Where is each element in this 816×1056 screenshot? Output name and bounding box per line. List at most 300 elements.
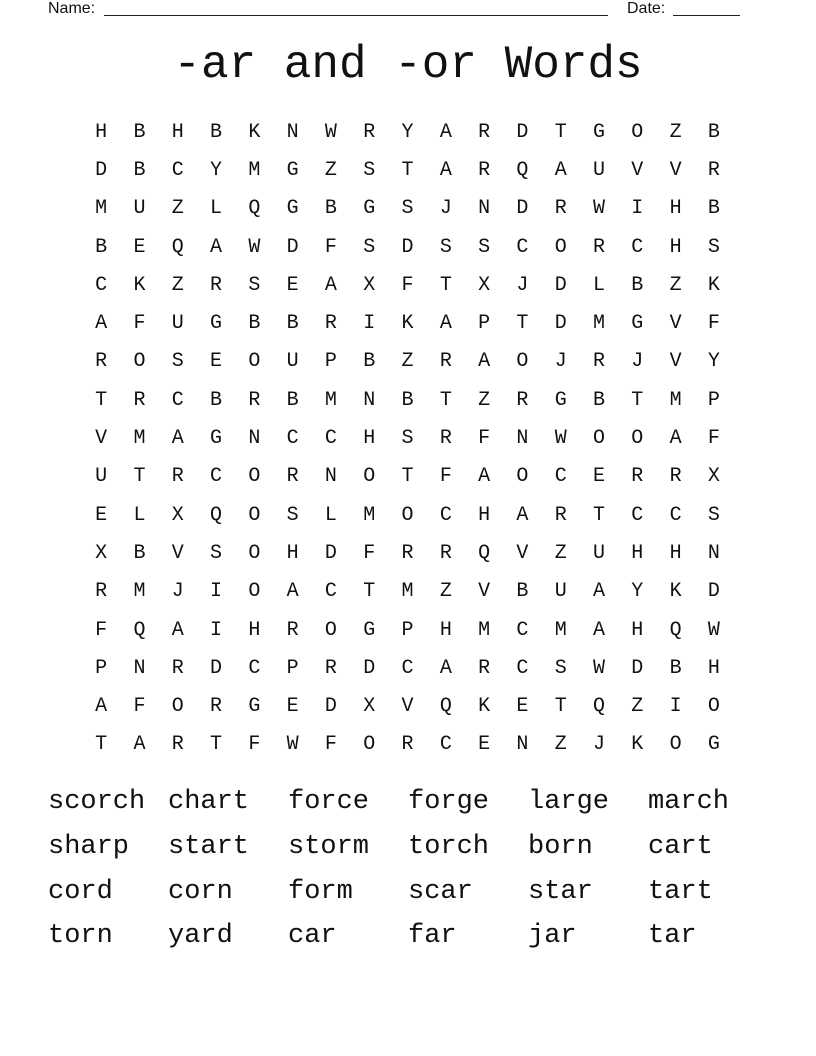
grid-letter[interactable]: N xyxy=(516,427,529,451)
grid-letter[interactable]: O xyxy=(248,541,261,565)
grid-letter[interactable]: U xyxy=(593,158,606,182)
grid-letter[interactable]: A xyxy=(669,427,682,451)
grid-letter[interactable]: V xyxy=(478,580,491,604)
grid-letter[interactable]: O xyxy=(248,503,261,527)
grid-letter[interactable]: B xyxy=(631,273,644,297)
grid-letter[interactable]: T xyxy=(210,733,223,757)
grid-letter[interactable]: S xyxy=(439,235,452,259)
grid-letter[interactable]: M xyxy=(248,158,261,182)
grid-letter[interactable]: T xyxy=(593,503,606,527)
grid-letter[interactable]: O xyxy=(631,120,644,144)
grid-letter[interactable]: S xyxy=(554,656,567,680)
grid-letter[interactable]: J xyxy=(631,350,644,374)
grid-letter[interactable]: E xyxy=(286,695,299,719)
grid-letter[interactable]: K xyxy=(401,312,414,336)
word-bank-item: tart xyxy=(648,876,713,907)
grid-letter[interactable]: C xyxy=(516,618,529,642)
grid-letter[interactable]: M xyxy=(669,388,682,412)
grid-letter[interactable]: A xyxy=(554,158,567,182)
grid-letter[interactable]: B xyxy=(593,388,606,412)
grid-letter[interactable]: X xyxy=(171,503,184,527)
grid-letter[interactable]: Q xyxy=(210,503,223,527)
grid-letter[interactable]: W xyxy=(593,197,606,221)
grid-letter[interactable]: M xyxy=(554,618,567,642)
grid-letter[interactable]: Z xyxy=(401,350,414,374)
grid-letter[interactable]: B xyxy=(401,388,414,412)
grid-letter[interactable]: R xyxy=(363,120,376,144)
word-bank-item: cord xyxy=(48,876,113,907)
grid-letter[interactable]: B xyxy=(133,541,146,565)
grid-letter[interactable]: T xyxy=(401,465,414,489)
grid-letter[interactable]: R xyxy=(133,388,146,412)
grid-letter[interactable]: S xyxy=(401,197,414,221)
grid-letter[interactable]: N xyxy=(478,197,491,221)
grid-letter[interactable]: L xyxy=(133,503,146,527)
grid-letter[interactable]: R xyxy=(516,388,529,412)
grid-letter[interactable]: J xyxy=(516,273,529,297)
grid-letter[interactable]: H xyxy=(669,197,682,221)
grid-letter[interactable]: S xyxy=(401,427,414,451)
grid-letter[interactable]: C xyxy=(439,503,452,527)
grid-letter[interactable]: I xyxy=(210,618,223,642)
grid-letter[interactable]: B xyxy=(133,158,146,182)
grid-letter[interactable]: C xyxy=(210,465,223,489)
grid-letter[interactable]: G xyxy=(248,695,261,719)
grid-letter[interactable]: R xyxy=(593,235,606,259)
grid-letter[interactable]: X xyxy=(707,465,720,489)
grid-letter[interactable]: T xyxy=(95,388,108,412)
grid-letter[interactable]: L xyxy=(210,197,223,221)
grid-letter[interactable]: C xyxy=(95,273,108,297)
grid-letter[interactable]: M xyxy=(133,427,146,451)
grid-letter[interactable]: B xyxy=(669,656,682,680)
grid-letter[interactable]: R xyxy=(401,541,414,565)
grid-letter[interactable]: Q xyxy=(516,158,529,182)
grid-letter[interactable]: C xyxy=(171,158,184,182)
grid-letter[interactable]: T xyxy=(439,273,452,297)
grid-letter[interactable]: O xyxy=(593,427,606,451)
grid-letter[interactable]: T xyxy=(554,120,567,144)
grid-letter[interactable]: K xyxy=(707,273,720,297)
word-bank-item: torch xyxy=(408,832,490,863)
grid-letter[interactable]: R xyxy=(210,695,223,719)
grid-letter[interactable]: F xyxy=(707,312,720,336)
grid-letter[interactable]: R xyxy=(286,618,299,642)
grid-letter[interactable]: S xyxy=(478,235,491,259)
grid-letter[interactable]: B xyxy=(707,197,720,221)
grid-letter[interactable]: B xyxy=(133,120,146,144)
grid-letter[interactable]: G xyxy=(210,427,223,451)
grid-letter[interactable]: S xyxy=(210,541,223,565)
grid-letter[interactable]: E xyxy=(210,350,223,374)
grid-letter[interactable]: U xyxy=(95,465,108,489)
grid-letter[interactable]: R xyxy=(95,350,108,374)
grid-letter[interactable]: N xyxy=(363,388,376,412)
grid-letter[interactable]: R xyxy=(478,656,491,680)
grid-letter[interactable]: K xyxy=(248,120,261,144)
grid-letter[interactable]: U xyxy=(554,580,567,604)
grid-letter[interactable]: G xyxy=(707,733,720,757)
grid-letter[interactable]: A xyxy=(439,120,452,144)
grid-letter[interactable]: Z xyxy=(554,733,567,757)
grid-letter[interactable]: Z xyxy=(171,197,184,221)
grid-letter[interactable]: G xyxy=(593,120,606,144)
grid-letter[interactable]: Y xyxy=(401,120,414,144)
grid-letter[interactable]: C xyxy=(554,465,567,489)
grid-letter[interactable]: E xyxy=(95,503,108,527)
grid-letter[interactable]: O xyxy=(707,695,720,719)
grid-letter[interactable]: E xyxy=(478,733,491,757)
grid-letter[interactable]: S xyxy=(707,503,720,527)
grid-letter[interactable]: D xyxy=(324,695,337,719)
grid-letter[interactable]: Z xyxy=(669,120,682,144)
grid-letter[interactable]: V xyxy=(669,350,682,374)
grid-letter[interactable]: Q xyxy=(439,695,452,719)
grid-letter[interactable]: U xyxy=(593,541,606,565)
grid-letter[interactable]: O xyxy=(171,695,184,719)
grid-letter[interactable]: O xyxy=(516,465,529,489)
grid-letter[interactable]: G xyxy=(286,197,299,221)
grid-letter[interactable]: G xyxy=(286,158,299,182)
grid-letter[interactable]: D xyxy=(554,273,567,297)
grid-letter[interactable]: I xyxy=(631,197,644,221)
grid-letter[interactable]: J xyxy=(171,580,184,604)
grid-letter[interactable]: A xyxy=(478,465,491,489)
grid-letter[interactable]: O xyxy=(516,350,529,374)
grid-letter[interactable]: E xyxy=(133,235,146,259)
grid-letter[interactable]: C xyxy=(324,427,337,451)
grid-letter[interactable]: A xyxy=(133,733,146,757)
grid-letter[interactable]: H xyxy=(171,120,184,144)
grid-letter[interactable]: M xyxy=(593,312,606,336)
grid-letter[interactable]: J xyxy=(593,733,606,757)
grid-letter[interactable]: F xyxy=(95,618,108,642)
grid-letter[interactable]: G xyxy=(363,618,376,642)
grid-letter[interactable]: O xyxy=(248,580,261,604)
grid-letter[interactable]: D xyxy=(324,541,337,565)
grid-letter[interactable]: R xyxy=(707,158,720,182)
grid-letter[interactable]: B xyxy=(516,580,529,604)
grid-letter[interactable]: D xyxy=(707,580,720,604)
grid-letter[interactable]: Y xyxy=(631,580,644,604)
grid-letter[interactable]: O xyxy=(669,733,682,757)
grid-letter[interactable]: R xyxy=(669,465,682,489)
grid-letter[interactable]: A xyxy=(171,427,184,451)
grid-letter[interactable]: C xyxy=(248,656,261,680)
grid-letter[interactable]: F xyxy=(439,465,452,489)
grid-letter[interactable]: P xyxy=(286,656,299,680)
grid-letter[interactable]: I xyxy=(210,580,223,604)
grid-letter[interactable]: N xyxy=(286,120,299,144)
grid-letter[interactable]: Y xyxy=(210,158,223,182)
grid-letter[interactable]: C xyxy=(516,235,529,259)
grid-letter[interactable]: H xyxy=(631,541,644,565)
grid-letter[interactable]: B xyxy=(324,197,337,221)
grid-letter[interactable]: I xyxy=(669,695,682,719)
grid-letter[interactable]: F xyxy=(401,273,414,297)
grid-letter[interactable]: A xyxy=(286,580,299,604)
grid-letter[interactable]: W xyxy=(707,618,720,642)
grid-letter[interactable]: B xyxy=(248,312,261,336)
grid-letter[interactable]: R xyxy=(324,656,337,680)
grid-letter[interactable]: V xyxy=(401,695,414,719)
grid-letter[interactable]: R xyxy=(478,120,491,144)
grid-letter[interactable]: W xyxy=(554,427,567,451)
grid-letter[interactable]: V xyxy=(171,541,184,565)
grid-letter[interactable]: H xyxy=(669,541,682,565)
grid-letter[interactable]: J xyxy=(554,350,567,374)
grid-letter[interactable]: F xyxy=(248,733,261,757)
grid-letter[interactable]: Z xyxy=(324,158,337,182)
grid-letter[interactable]: Q xyxy=(669,618,682,642)
grid-letter[interactable]: V xyxy=(95,427,108,451)
word-bank-item: large xyxy=(528,787,610,818)
grid-letter[interactable]: G xyxy=(210,312,223,336)
grid-letter[interactable]: Q xyxy=(248,197,261,221)
grid-letter[interactable]: Q xyxy=(593,695,606,719)
grid-letter[interactable]: R xyxy=(171,465,184,489)
grid-letter[interactable]: X xyxy=(478,273,491,297)
grid-letter[interactable]: D xyxy=(363,656,376,680)
grid-letter[interactable]: G xyxy=(363,197,376,221)
grid-letter[interactable]: K xyxy=(133,273,146,297)
grid-letter[interactable]: Z xyxy=(631,695,644,719)
grid-letter[interactable]: T xyxy=(631,388,644,412)
grid-letter[interactable]: F xyxy=(133,312,146,336)
grid-letter[interactable]: A xyxy=(478,350,491,374)
grid-letter[interactable]: O xyxy=(133,350,146,374)
grid-letter[interactable]: K xyxy=(669,580,682,604)
grid-letter[interactable]: P xyxy=(478,312,491,336)
grid-letter[interactable]: R xyxy=(171,656,184,680)
grid-letter[interactable]: V xyxy=(631,158,644,182)
grid-letter[interactable]: F xyxy=(478,427,491,451)
grid-letter[interactable]: Z xyxy=(478,388,491,412)
grid-letter[interactable]: A xyxy=(171,618,184,642)
grid-letter[interactable]: R xyxy=(554,197,567,221)
grid-letter[interactable]: R xyxy=(324,312,337,336)
grid-letter[interactable]: H xyxy=(631,618,644,642)
grid-letter[interactable]: O xyxy=(248,465,261,489)
grid-letter[interactable]: W xyxy=(248,235,261,259)
grid-letter[interactable]: K xyxy=(631,733,644,757)
grid-letter[interactable]: T xyxy=(401,158,414,182)
grid-letter[interactable]: A xyxy=(324,273,337,297)
grid-letter[interactable]: R xyxy=(248,388,261,412)
grid-letter[interactable]: U xyxy=(286,350,299,374)
grid-letter[interactable]: F xyxy=(324,235,337,259)
grid-letter[interactable]: D xyxy=(210,656,223,680)
grid-letter[interactable]: R xyxy=(210,273,223,297)
grid-letter[interactable]: P xyxy=(324,350,337,374)
grid-letter[interactable]: P xyxy=(95,656,108,680)
grid-letter[interactable]: N xyxy=(516,733,529,757)
grid-letter[interactable]: M xyxy=(95,197,108,221)
grid-letter[interactable]: H xyxy=(669,235,682,259)
grid-letter[interactable]: C xyxy=(631,235,644,259)
grid-letter[interactable]: O xyxy=(401,503,414,527)
grid-letter[interactable]: B xyxy=(210,388,223,412)
grid-letter[interactable]: S xyxy=(707,235,720,259)
grid-letter[interactable]: M xyxy=(478,618,491,642)
grid-letter[interactable]: V xyxy=(516,541,529,565)
grid-letter[interactable]: R xyxy=(631,465,644,489)
grid-letter[interactable]: B xyxy=(363,350,376,374)
grid-letter[interactable]: Y xyxy=(707,350,720,374)
grid-letter[interactable]: E xyxy=(516,695,529,719)
grid-letter[interactable]: F xyxy=(707,427,720,451)
grid-letter[interactable]: Z xyxy=(669,273,682,297)
grid-letter[interactable]: B xyxy=(210,120,223,144)
grid-letter[interactable]: G xyxy=(554,388,567,412)
grid-letter[interactable]: A xyxy=(516,503,529,527)
grid-letter[interactable]: D xyxy=(516,197,529,221)
grid-letter[interactable]: L xyxy=(593,273,606,297)
grid-letter[interactable]: B xyxy=(95,235,108,259)
grid-letter[interactable]: B xyxy=(707,120,720,144)
grid-letter[interactable]: E xyxy=(286,273,299,297)
grid-letter[interactable]: A xyxy=(439,158,452,182)
grid-letter[interactable]: N xyxy=(248,427,261,451)
grid-letter[interactable]: N xyxy=(133,656,146,680)
grid-letter[interactable]: L xyxy=(324,503,337,527)
grid-letter[interactable]: S xyxy=(171,350,184,374)
grid-letter[interactable]: O xyxy=(554,235,567,259)
grid-letter[interactable]: T xyxy=(439,388,452,412)
grid-letter[interactable]: C xyxy=(516,656,529,680)
grid-letter[interactable]: H xyxy=(286,541,299,565)
grid-letter[interactable]: M xyxy=(133,580,146,604)
word-bank-item: scar xyxy=(408,876,473,907)
grid-letter[interactable]: R xyxy=(171,733,184,757)
grid-letter[interactable]: U xyxy=(133,197,146,221)
grid-letter[interactable]: Z xyxy=(554,541,567,565)
grid-letter[interactable]: C xyxy=(439,733,452,757)
grid-letter[interactable]: F xyxy=(324,733,337,757)
grid-letter[interactable]: T xyxy=(133,465,146,489)
grid-letter[interactable]: R xyxy=(478,158,491,182)
grid-letter[interactable]: O xyxy=(248,350,261,374)
grid-letter[interactable]: Z xyxy=(171,273,184,297)
grid-letter[interactable]: R xyxy=(593,350,606,374)
word-bank-item: star xyxy=(528,876,593,907)
grid-letter[interactable]: A xyxy=(210,235,223,259)
grid-letter[interactable]: H xyxy=(478,503,491,527)
grid-letter[interactable]: Q xyxy=(133,618,146,642)
grid-letter[interactable]: H xyxy=(363,427,376,451)
grid-letter[interactable]: A xyxy=(593,618,606,642)
grid-letter[interactable]: C xyxy=(324,580,337,604)
grid-letter[interactable]: X xyxy=(95,541,108,565)
grid-letter[interactable]: N xyxy=(324,465,337,489)
grid-letter[interactable]: T xyxy=(363,580,376,604)
grid-letter[interactable]: V xyxy=(669,158,682,182)
grid-letter[interactable]: W xyxy=(324,120,337,144)
grid-letter[interactable]: H xyxy=(439,618,452,642)
grid-letter[interactable]: R xyxy=(95,580,108,604)
grid-letter[interactable]: R xyxy=(439,350,452,374)
grid-letter[interactable]: A xyxy=(95,312,108,336)
grid-letter[interactable]: J xyxy=(439,197,452,221)
grid-letter[interactable]: T xyxy=(516,312,529,336)
grid-letter[interactable]: P xyxy=(707,388,720,412)
grid-letter[interactable]: D xyxy=(401,235,414,259)
grid-letter[interactable]: Q xyxy=(171,235,184,259)
grid-letter[interactable]: T xyxy=(95,733,108,757)
grid-row xyxy=(82,534,734,572)
grid-letter[interactable]: W xyxy=(593,656,606,680)
name-blank-line[interactable] xyxy=(104,15,608,16)
grid-letter[interactable]: D xyxy=(554,312,567,336)
grid-letter[interactable]: Z xyxy=(439,580,452,604)
grid-letter[interactable]: M xyxy=(401,580,414,604)
grid-letter[interactable]: R xyxy=(439,427,452,451)
grid-letter[interactable]: O xyxy=(363,733,376,757)
grid-letter[interactable]: H xyxy=(95,120,108,144)
grid-letter[interactable]: O xyxy=(363,465,376,489)
grid-letter[interactable]: D xyxy=(286,235,299,259)
grid-letter[interactable]: U xyxy=(171,312,184,336)
grid-letter[interactable]: G xyxy=(631,312,644,336)
grid-letter[interactable]: C xyxy=(401,656,414,680)
grid-letter[interactable]: M xyxy=(363,503,376,527)
grid-letter[interactable]: M xyxy=(324,388,337,412)
grid-letter[interactable]: P xyxy=(401,618,414,642)
grid-letter[interactable]: O xyxy=(324,618,337,642)
grid-letter[interactable]: A xyxy=(439,312,452,336)
grid-letter[interactable]: A xyxy=(593,580,606,604)
grid-letter[interactable]: S xyxy=(363,158,376,182)
grid-letter[interactable]: S xyxy=(286,503,299,527)
grid-letter[interactable]: C xyxy=(171,388,184,412)
grid-letter[interactable]: F xyxy=(363,541,376,565)
grid-letter[interactable]: R xyxy=(554,503,567,527)
grid-letter[interactable]: A xyxy=(95,695,108,719)
grid-letter[interactable]: R xyxy=(401,733,414,757)
grid-row xyxy=(82,228,734,266)
grid-letter[interactable]: T xyxy=(554,695,567,719)
grid-letter[interactable]: Q xyxy=(478,541,491,565)
grid-letter[interactable]: X xyxy=(363,273,376,297)
grid-letter[interactable]: A xyxy=(439,656,452,680)
grid-letter[interactable]: W xyxy=(286,733,299,757)
grid-letter[interactable]: S xyxy=(248,273,261,297)
grid-letter[interactable]: V xyxy=(669,312,682,336)
grid-letter[interactable]: X xyxy=(363,695,376,719)
grid-letter[interactable]: D xyxy=(95,158,108,182)
grid-row xyxy=(82,266,734,304)
grid-letter[interactable]: S xyxy=(363,235,376,259)
grid-letter[interactable]: F xyxy=(133,695,146,719)
grid-letter[interactable]: H xyxy=(248,618,261,642)
grid-letter[interactable]: E xyxy=(593,465,606,489)
grid-letter[interactable]: B xyxy=(286,312,299,336)
grid-letter[interactable]: D xyxy=(516,120,529,144)
grid-letter[interactable]: D xyxy=(631,656,644,680)
grid-letter[interactable]: C xyxy=(631,503,644,527)
grid-letter[interactable]: H xyxy=(707,656,720,680)
grid-letter[interactable]: I xyxy=(363,312,376,336)
grid-letter[interactable]: R xyxy=(439,541,452,565)
grid-letter[interactable]: K xyxy=(478,695,491,719)
grid-letter[interactable]: B xyxy=(286,388,299,412)
grid-letter[interactable]: C xyxy=(669,503,682,527)
date-blank-line[interactable] xyxy=(673,15,740,16)
grid-letter[interactable]: O xyxy=(631,427,644,451)
grid-letter[interactable]: R xyxy=(286,465,299,489)
grid-letter[interactable]: N xyxy=(707,541,720,565)
grid-letter[interactable]: C xyxy=(286,427,299,451)
